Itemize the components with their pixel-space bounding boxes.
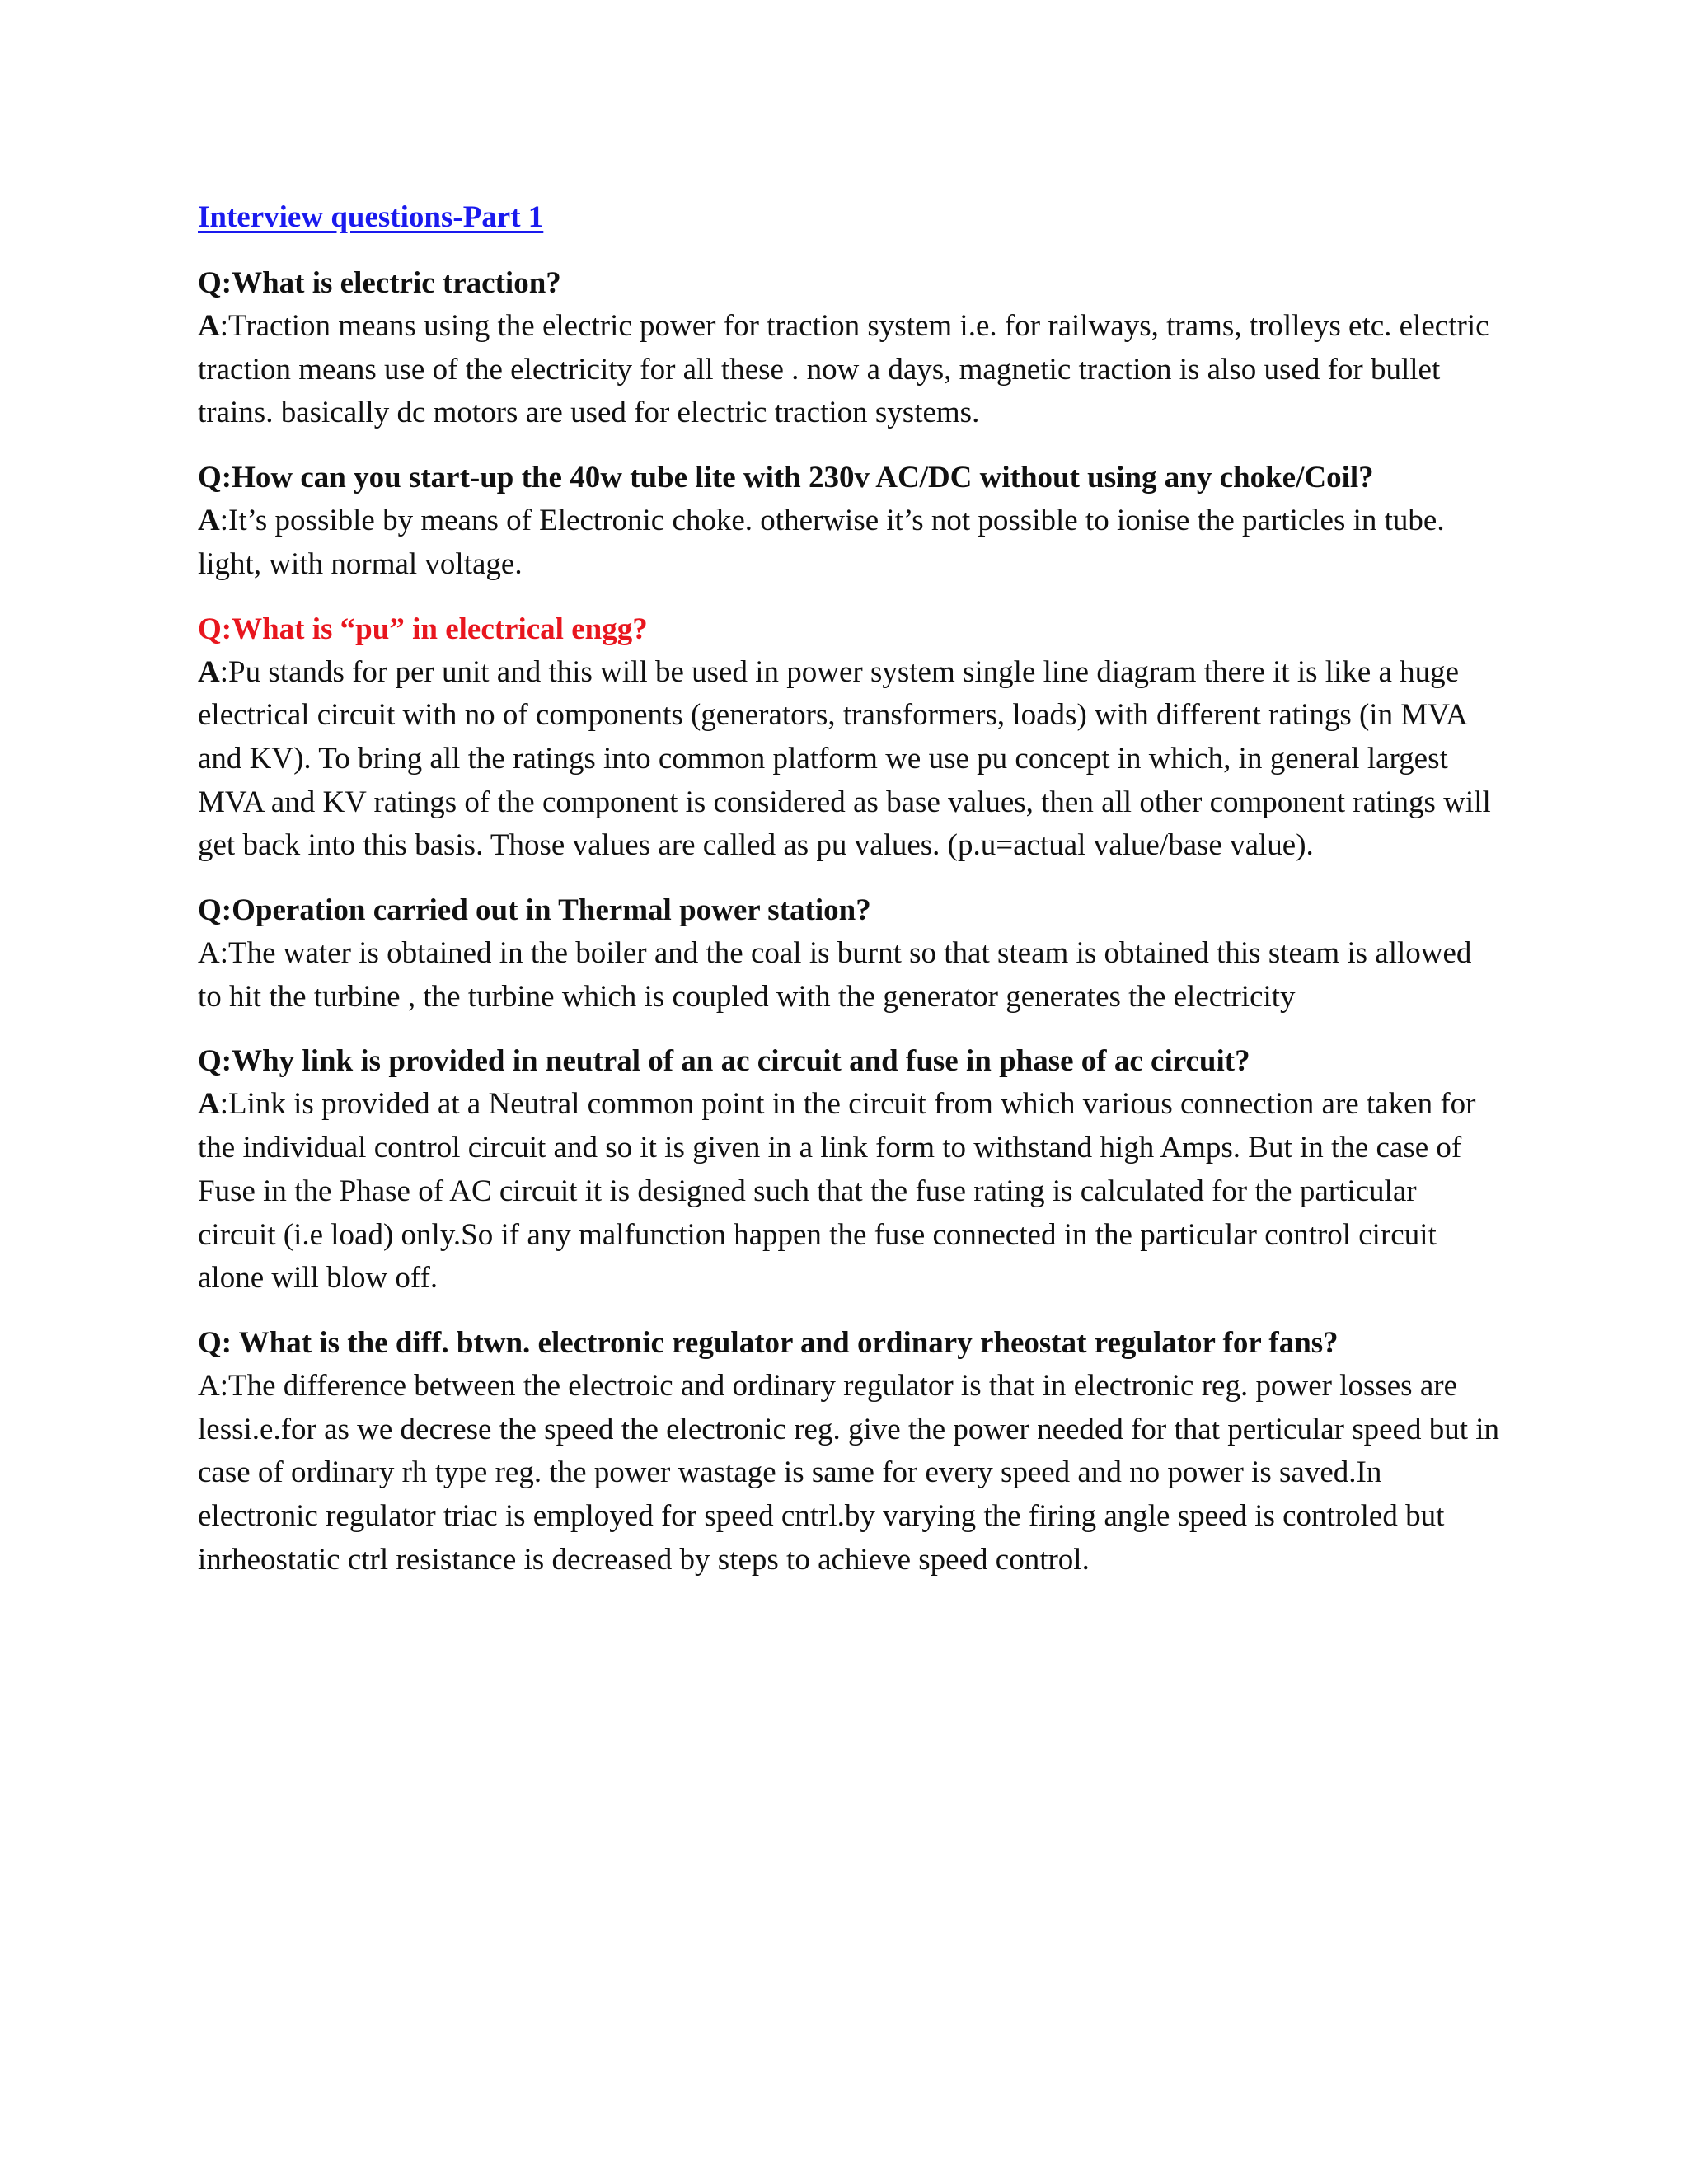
answer-2-prefix: A	[198, 504, 220, 538]
page-title-link[interactable]: Interview questions-Part 1	[198, 200, 544, 234]
answer-2	[198, 499, 1500, 586]
answer-5-prefix: A	[198, 1087, 220, 1122]
answer-6	[198, 1365, 1500, 1582]
qa-item-5	[198, 1040, 1500, 1301]
answer-1-text: :Traction means using the electric power for traction system i.e. for railways, trams, trolleys etc. electric traction means use of the electricity for all these . now a days, magnetic traction is also used for bullet trains. basically dc motors are used for electric traction systems.	[198, 309, 1489, 430]
question-6: Q: What is the diff. btwn. electronic regulator and ordinary rheostat regulator for fans?	[198, 1325, 1339, 1360]
question-3: Q:What is “pu” in electrical engg?	[198, 612, 648, 646]
qa-item-2	[198, 457, 1500, 586]
answer-3-text: :Pu stands for per unit and this will be used in power system single line diagram there it is like a huge electrical circuit with no of components (generators, transformers, loads) with different ratings (in MVA and KV). To bring all the ratings into common platform we use pu concept in which, in general largest MVA and KV ratings of the component is considered as base values, then all other component ratings will get back into this basis. Those values are called as pu values. (p.u=actual value/base value).	[198, 654, 1491, 863]
answer-1	[198, 305, 1500, 435]
qa-item-1	[198, 262, 1500, 435]
answer-3	[198, 651, 1500, 869]
answer-5-text: :Link is provided at a Neutral common point in the circuit from which various connection are taken for the individual control circuit and so it is given in a link form to withstand high Amps. But in the case of Fuse in the Phase of AC circuit it is designed such that the fuse rating is calculated for the particular circuit (i.e load) only.So if any malfunction happen the fuse connected in the particular control circuit alone will blow off.	[198, 1087, 1476, 1296]
document-page	[198, 194, 1500, 1603]
qa-item-4	[198, 889, 1500, 1019]
question-2: Q:How can you start-up the 40w tube lite with 230v AC/DC without using any choke/Coil?	[198, 461, 1374, 495]
answer-3-prefix: A	[198, 654, 220, 689]
qa-item-3	[198, 608, 1500, 869]
answer-4-text: :The water is obtained in the boiler and the coal is burnt so that steam is obtained this steam is allowed to hit the turbine , the turbine which is coupled with the generator generates the electricity	[198, 936, 1472, 1014]
answer-4-prefix: A	[198, 936, 220, 971]
answer-6-text: :The difference between the electroic and ordinary regulator is that in electronic reg. power losses are lessi.e.for as we decrese the speed the electronic reg. give the power needed for that perticular speed but in case of ordinary rh type reg. the power wastage is same for every speed and no power is saved.In electronic regulator triac is employed for speed cntrl.by varying the firing angle speed is controled but inrheostatic ctrl resistance is decreased by steps to achieve speed control.	[198, 1368, 1500, 1577]
qa-item-6	[198, 1322, 1500, 1582]
answer-5	[198, 1083, 1500, 1301]
question-4: Q:Operation carried out in Thermal power station?	[198, 893, 871, 928]
answer-1-prefix: A	[198, 309, 220, 343]
question-1: Q:What is electric traction?	[198, 266, 561, 300]
question-5: Q:Why link is provided in neutral of an ac circuit and fuse in phase of ac circuit?	[198, 1044, 1250, 1079]
answer-6-prefix: A	[198, 1368, 220, 1403]
answer-4	[198, 932, 1500, 1019]
answer-2-text: :It’s possible by means of Electronic choke. otherwise it’s not possible to ionise the particles in tube. light, with normal voltage.	[198, 504, 1445, 581]
